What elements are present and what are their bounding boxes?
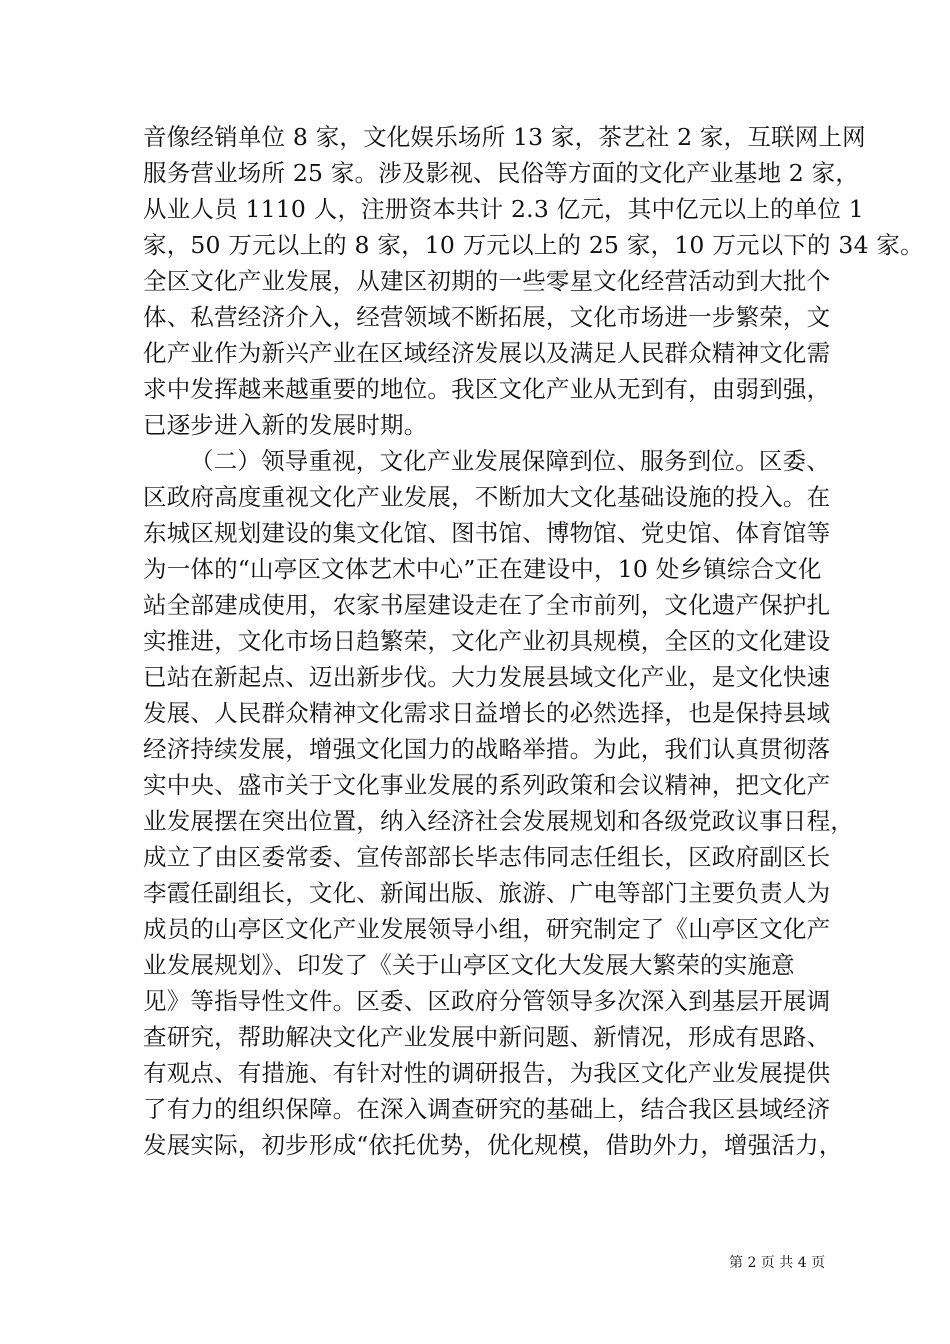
paragraph-2-line-13: 李霞任副组长，文化、新闻出版、旅游、广电等部门主要负责人为 [143,879,831,907]
page-number: 第 2 页 共 4 页 [729,1255,826,1271]
paragraph-1-line-6: 体、私营经济介入，经营领域不断拓展，文化市场进一步繁荣，文 [143,303,831,331]
paragraph-1-line-1: 音像经销单位 8 家，文化娱乐场所 13 家，茶艺社 2 家，互联网上网 [143,123,866,151]
paragraph-1-line-4: 家，50 万元以上的 8 家，10 万元以上的 25 家，10 万元以下的 34 家。 [143,231,924,259]
paragraph-2-line-8: 发展、人民群众精神文化需求日益增长的必然选择，也是保持县域 [143,699,831,727]
paragraph-2-line-17: 查研究，帮助解决文化产业发展中新问题、新情况，形成有思路、 [143,1023,831,1051]
paragraph-2-line-6: 实推进，文化市场日趋繁荣，文化产业初具规模，全区的文化建设 [143,627,831,655]
paragraph-2-line-18: 有观点、有措施、有针对性的调研报告，为我区文化产业发展提供 [143,1059,831,1087]
paragraph-2-line-2: 区政府高度重视文化产业发展，不断加大文化基础设施的投入。在 [143,483,831,511]
paragraph-1-line-7: 化产业作为新兴产业在区域经济发展以及满足人民群众精神文化需 [143,339,831,367]
paragraph-2-line-20: 发展实际，初步形成“依托优势，优化规模，借助外力，增强活力， [143,1131,843,1159]
paragraph-2-line-3: 东城区规划建设的集文化馆、图书馆、博物馆、党史馆、体育馆等 [143,519,831,547]
paragraph-2-line-10: 实中央、盛市关于文化事业发展的系列政策和会议精神，把文化产 [143,771,831,799]
paragraph-2-line-7: 已站在新起点、迈出新步伐。大力发展县域文化产业，是文化快速 [143,663,831,691]
paragraph-1-line-9: 已逐步进入新的发展时期。 [143,411,428,439]
paragraph-2-line-19: 了有力的组织保障。在深入调查研究的基础上，结合我区县域经济 [143,1095,831,1123]
paragraph-2-line-12: 成立了由区委常委、宣传部部长毕志伟同志任组长，区政府副区长 [143,843,831,871]
paragraph-2-line-5: 站全部建成使用，农家书屋建设走在了全市前列，文化遗产保护扎 [143,591,831,619]
paragraph-2-line-9: 经济持续发展，增强文化国力的战略举措。为此，我们认真贯彻落 [143,735,831,763]
paragraph-2-line-14: 成员的山亭区文化产业发展领导小组，研究制定了《山亭区文化产 [143,915,831,943]
paragraph-1-line-2: 服务营业场所 25 家。涉及影视、民俗等方面的文化产业基地 2 家， [143,159,860,187]
paragraph-2-line-15: 业发展规划》、印发了《关于山亭区文化大发展大繁荣的实施意 [143,951,795,979]
paragraph-2-line-11: 业发展摆在突出位置，纳入经济社会发展规划和各级党政议事日程， [143,807,854,835]
paragraph-2-line-16: 见》等指导性文件。区委、区政府分管领导多次深入到基层开展调 [143,987,831,1015]
paragraph-1-line-5: 全区文化产业发展，从建区初期的一些零星文化经营活动到大批个 [143,267,831,295]
paragraph-1-line-8: 求中发挥越来越重要的地位。我区文化产业从无到有，由弱到强， [143,375,831,403]
paragraph-1-line-3: 从业人员 1110 人，注册资本共计 2.3 亿元，其中亿元以上的单位 1 [143,195,864,223]
paragraph-2-line-4: 为一体的“山亭区文体艺术中心”正在建设中，10 处乡镇综合文化 [143,555,822,583]
paragraph-2-line-1: （二）领导重视，文化产业发展保障到位、服务到位。区委、 [190,447,830,475]
